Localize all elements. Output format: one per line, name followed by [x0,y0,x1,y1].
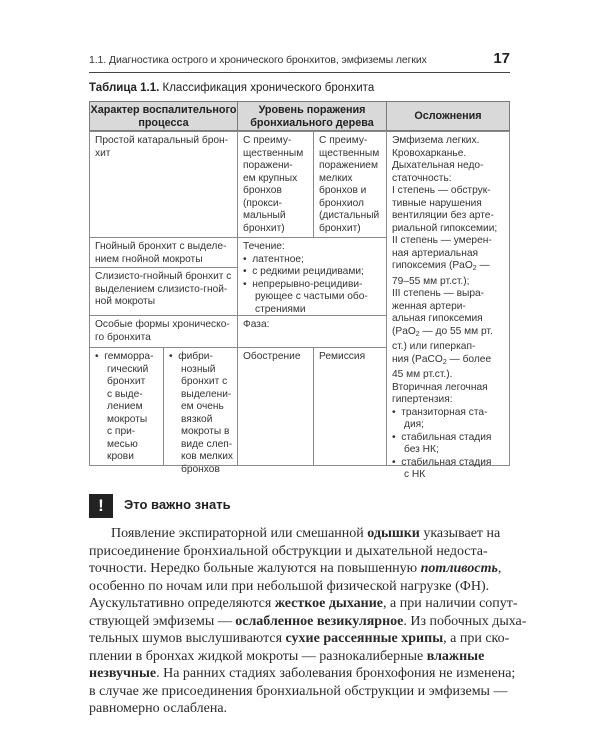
running-header [89,50,510,73]
header-col-process: Характер воспалительного процесса [89,101,238,131]
cell-level-small: С преиму- щественным поражением мелких бронхов и бронхиол (дистальный бронхит) [313,131,387,238]
cell-phase-label: Фаза: [237,315,387,348]
header-col-complications: Осложнения [386,101,510,131]
cell-fibrinous: • фибри- нозный бронхит с выделени- ем очень вязкой мокроты в виде слеп- ков мелких бронхов [163,347,238,466]
header-col-level: Уровень поражения бронхиального дерева [237,101,387,131]
table-caption-text: Классификация хронического бронхита [159,82,375,94]
cell-hemorrhagic: • гемморра- гический бронхит с выде- лением мокроты с при- месью крови [89,347,164,466]
header-title: 1.1. Диагностика острого и хронического бронхитов, эмфиземы легких [89,54,427,66]
table-caption-label: Таблица 1.1. [89,82,160,94]
classification-table [89,101,510,480]
page-number: 17 [493,50,510,67]
cell-complications: Эмфизема легких. Кровохарканье. Дыхательная недо- статочность: I степень — обструк- тивные нарушения вентиляции без арте- риальной гипоксемии; II степень — умерен- ная артериальная гипоксемия (PaO$_2$ — 79–55 мм рт.ст.); III степень — выра- женная артери- альная гипоксемия (PaO$_2$ — до 55 мм рт. ст.) или гиперкап- ния (PaCO$_2$ — более 45 мм рт.ст.). Вторичная легочная гипертензия: • транзиторная ста- дия; • стабильная стадия без НК; • стабильная стадия с НК [386,131,510,466]
complication-item: • транзиторная ста- [392,406,488,418]
body-paragraph: Появление экспираторной или смешанной одышки указывает на присоединение бронхиальной обструкции и дыхательной недоста- точности. Нередко больные жалуются на повышенную потливость, особенно по ночам или при небольшой физической нагрузке (ФН). Аускультативно определяются жесткое дыхание, а при наличии сопут- ствующей эмфиземы — ослабленное везикулярное. Из побочных дыха- тельных шумов выслушиваются сухие рассеянные хрипы, а при ско- плении в бронхах жидкой мокроты — разнокалиберные влажные незвучные. На ранних стадиях заболевания бронхофония не изменена; в случае же присоединения бронхиальной обструкции и эмфиземы — равномерно ослаблена. [89,526,527,716]
complication-item: • стабильная стадия [392,456,492,468]
cell-course: Течение: • латентное; • с редкими рецидивами; • непрерывно-рецидиви- рующее с частыми обо- стрениями [237,237,387,316]
cell-purulent: Гнойный бронхит с выделе- нием гнойной мокроты [89,237,238,268]
cell-special-forms: Особые формы хроническо- го бронхита [89,315,238,348]
important-title: Это важно знать [124,497,231,512]
complication-item: • стабильная стадия [392,431,492,443]
cell-exacerbation: Обострение [237,347,314,466]
cell-remission: Ремиссия [313,347,387,466]
cell-mucopurulent: Слизисто-гнойный бронхит с выделением слизисто-гной- ной мокроты [89,267,238,316]
important-icon: ! [89,494,113,518]
cell-catarrhal: Простой катаральный брон- хит [89,131,238,238]
table-caption [89,82,374,94]
cell-level-large: С преиму- щественным поражени- ем крупных бронхов (прокси- мальный бронхит) [237,131,314,238]
